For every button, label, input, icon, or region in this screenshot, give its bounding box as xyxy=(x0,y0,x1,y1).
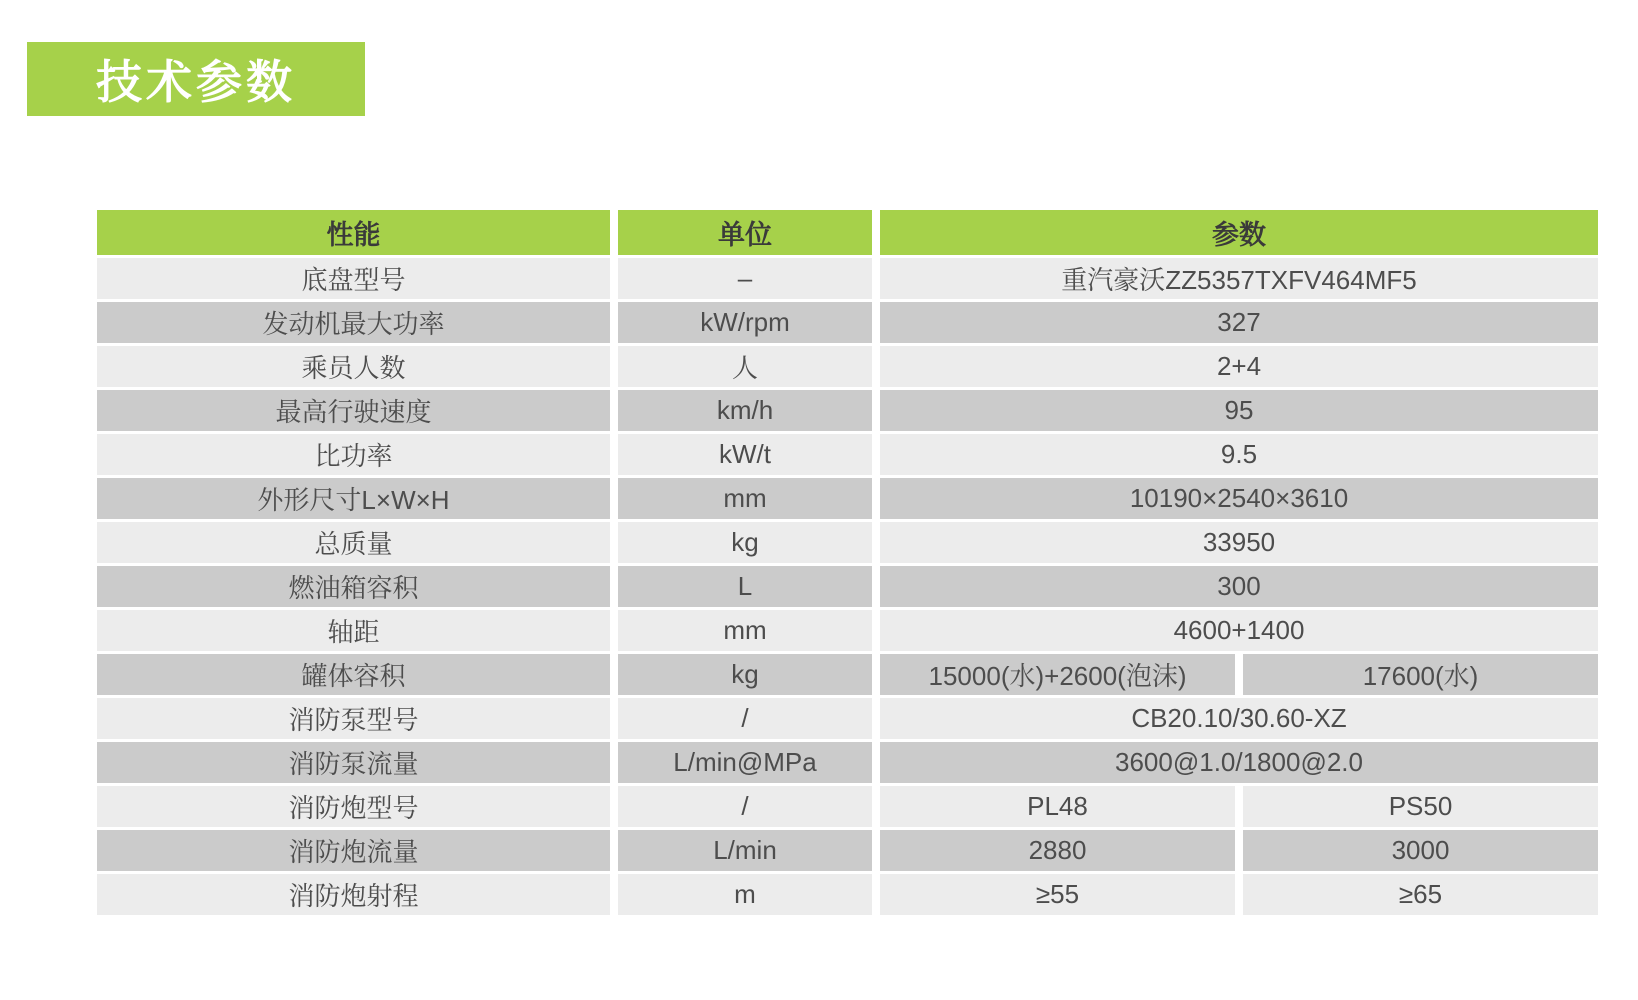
row-unit-value: mm xyxy=(618,610,872,651)
row-parameter-cell xyxy=(880,346,1598,387)
header-performance: 性能 xyxy=(97,210,610,255)
row-parameter-cell xyxy=(880,434,1598,475)
table-row xyxy=(97,390,1598,431)
row-performance-label: 外形尺寸L×W×H xyxy=(97,478,610,519)
row-unit-value: L/min xyxy=(618,830,872,871)
row-performance-label: 总质量 xyxy=(97,522,610,563)
row-performance-label: 发动机最大功率 xyxy=(97,302,610,343)
row-parameter-cell xyxy=(880,874,1598,915)
table-row xyxy=(97,874,1598,915)
row-performance-label: 底盘型号 xyxy=(97,258,610,299)
row-unit-value: / xyxy=(618,698,872,739)
row-performance-label: 罐体容积 xyxy=(97,654,610,695)
table-row xyxy=(97,346,1598,387)
table-row xyxy=(97,654,1598,695)
row-parameter-value-1: 2880 xyxy=(880,830,1235,871)
row-parameter-cell xyxy=(880,302,1598,343)
table-row xyxy=(97,302,1598,343)
row-performance-label: 轴距 xyxy=(97,610,610,651)
row-parameter-cell xyxy=(880,698,1598,739)
header-parameter: 参数 xyxy=(880,210,1598,255)
row-performance-label: 消防炮射程 xyxy=(97,874,610,915)
table-row xyxy=(97,258,1598,299)
row-parameter-cell xyxy=(880,830,1598,871)
row-unit-value: m xyxy=(618,874,872,915)
row-unit-value: kW/rpm xyxy=(618,302,872,343)
row-parameter-value: 4600+1400 xyxy=(880,610,1598,651)
section-title-banner xyxy=(27,42,365,116)
technical-parameters-table xyxy=(97,210,1598,915)
row-performance-label: 最高行驶速度 xyxy=(97,390,610,431)
row-parameter-value: 33950 xyxy=(880,522,1598,563)
row-unit-value: mm xyxy=(618,478,872,519)
row-performance-label: 消防泵型号 xyxy=(97,698,610,739)
row-unit-value: kW/t xyxy=(618,434,872,475)
row-performance-label: 消防炮型号 xyxy=(97,786,610,827)
row-performance-label: 比功率 xyxy=(97,434,610,475)
row-parameter-value-1: PL48 xyxy=(880,786,1235,827)
table-row xyxy=(97,830,1598,871)
row-parameter-value-2: PS50 xyxy=(1243,786,1598,827)
row-unit-value: L xyxy=(618,566,872,607)
table-row xyxy=(97,478,1598,519)
table-header-row xyxy=(97,210,1598,255)
row-parameter-value: 9.5 xyxy=(880,434,1598,475)
row-parameter-value: 95 xyxy=(880,390,1598,431)
row-parameter-cell xyxy=(880,258,1598,299)
row-unit-value: kg xyxy=(618,654,872,695)
section-title: 技术参数 xyxy=(96,56,296,108)
table-row xyxy=(97,786,1598,827)
row-unit-value: km/h xyxy=(618,390,872,431)
row-parameter-cell xyxy=(880,654,1598,695)
table-row xyxy=(97,742,1598,783)
table-row xyxy=(97,698,1598,739)
row-parameter-value: 10190×2540×3610 xyxy=(880,478,1598,519)
table-body xyxy=(97,258,1598,915)
row-parameter-cell xyxy=(880,478,1598,519)
row-performance-label: 消防泵流量 xyxy=(97,742,610,783)
row-performance-label: 乘员人数 xyxy=(97,346,610,387)
row-performance-label: 消防炮流量 xyxy=(97,830,610,871)
row-unit-value: – xyxy=(618,258,872,299)
row-parameter-cell xyxy=(880,610,1598,651)
row-parameter-cell xyxy=(880,566,1598,607)
row-parameter-value-2: 3000 xyxy=(1243,830,1598,871)
row-unit-value: L/min@MPa xyxy=(618,742,872,783)
row-parameter-value: 3600@1.0/1800@2.0 xyxy=(880,742,1598,783)
row-parameter-value: 2+4 xyxy=(880,346,1598,387)
row-unit-value: kg xyxy=(618,522,872,563)
row-parameter-cell xyxy=(880,522,1598,563)
row-parameter-value: 300 xyxy=(880,566,1598,607)
row-parameter-value: CB20.10/30.60-XZ xyxy=(880,698,1598,739)
row-performance-label: 燃油箱容积 xyxy=(97,566,610,607)
row-parameter-value-2: 17600(水) xyxy=(1243,654,1598,695)
table-row xyxy=(97,434,1598,475)
table-row xyxy=(97,522,1598,563)
table-row xyxy=(97,610,1598,651)
row-parameter-value: 327 xyxy=(880,302,1598,343)
header-unit: 单位 xyxy=(618,210,872,255)
row-parameter-cell xyxy=(880,742,1598,783)
row-unit-value: / xyxy=(618,786,872,827)
row-parameter-value-2: ≥65 xyxy=(1243,874,1598,915)
row-parameter-cell xyxy=(880,390,1598,431)
row-parameter-cell xyxy=(880,786,1598,827)
row-parameter-value-1: 15000(水)+2600(泡沫) xyxy=(880,654,1235,695)
row-parameter-value-1: ≥55 xyxy=(880,874,1235,915)
row-parameter-value: 重汽豪沃ZZ5357TXFV464MF5 xyxy=(880,258,1598,299)
table-row xyxy=(97,566,1598,607)
row-unit-value: 人 xyxy=(618,346,872,387)
